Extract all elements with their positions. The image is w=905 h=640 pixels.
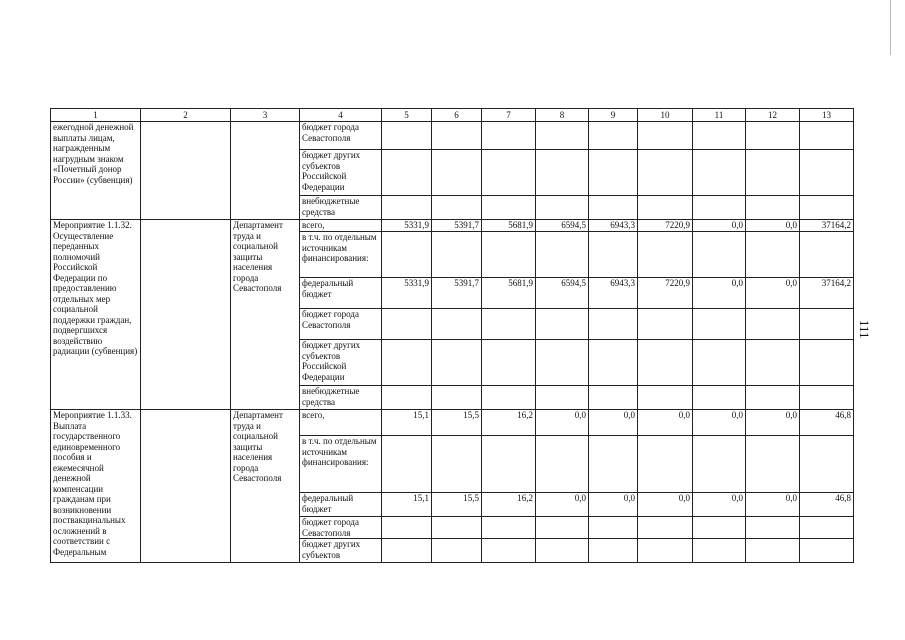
funding-source-cell: всего, — [300, 220, 382, 232]
executor-cell: Департамент труда и социальной защиты населения города Севастополя — [231, 220, 300, 410]
column-header: 12 — [746, 109, 800, 122]
value-cell — [800, 517, 854, 539]
funding-source-cell: бюджет других субъектов — [300, 539, 382, 563]
value-cell — [746, 196, 800, 220]
value-cell: 0,0 — [589, 493, 638, 517]
value-cell — [382, 122, 432, 150]
value-cell — [589, 150, 638, 196]
funding-source-cell: бюджет других субъектов Российской Федерации — [300, 340, 382, 386]
page-number: 111 — [857, 320, 872, 339]
value-cell: 0,0 — [536, 493, 589, 517]
value-cell: 0,0 — [638, 493, 693, 517]
value-cell — [693, 539, 746, 563]
value-cell — [800, 436, 854, 493]
value-cell: 0,0 — [746, 493, 800, 517]
column-header: 3 — [231, 109, 300, 122]
measure-name-cell: Мероприятие 1.1.32. Осуществление переданных полномочий Российской Федерации по предоставлению отдельных мер социальной поддержки граждан, подвергшихся воздействию радиации (субвенция) — [51, 220, 141, 410]
value-cell — [432, 517, 482, 539]
value-cell — [693, 309, 746, 340]
value-cell — [746, 436, 800, 493]
value-cell: 7220,9 — [638, 278, 693, 309]
value-cell — [638, 539, 693, 563]
empty-cell — [141, 410, 231, 563]
value-cell: 37164,2 — [800, 220, 854, 232]
value-cell — [589, 122, 638, 150]
value-cell: 6943,3 — [589, 220, 638, 232]
value-cell — [432, 386, 482, 410]
value-cell: 46,8 — [800, 493, 854, 517]
value-cell — [536, 232, 589, 278]
value-cell — [746, 122, 800, 150]
value-cell — [800, 232, 854, 278]
value-cell — [800, 386, 854, 410]
value-cell — [693, 340, 746, 386]
empty-cell — [141, 220, 231, 410]
value-cell: 5391,7 — [432, 278, 482, 309]
value-cell — [638, 340, 693, 386]
value-cell — [800, 122, 854, 150]
value-cell — [589, 340, 638, 386]
value-cell: 0,0 — [536, 410, 589, 436]
column-header: 9 — [589, 109, 638, 122]
value-cell — [638, 150, 693, 196]
value-cell: 0,0 — [693, 220, 746, 232]
table-row — [51, 410, 854, 436]
funding-source-cell: всего, — [300, 410, 382, 436]
column-header: 1 — [51, 109, 141, 122]
value-cell: 6594,5 — [536, 278, 589, 309]
funding-source-cell: в т.ч. по отдельным источникам финансирования: — [300, 436, 382, 493]
value-cell — [482, 386, 536, 410]
value-cell: 46,8 — [800, 410, 854, 436]
value-cell — [693, 517, 746, 539]
value-cell — [536, 436, 589, 493]
value-cell — [382, 150, 432, 196]
value-cell: 0,0 — [746, 278, 800, 309]
value-cell: 5681,9 — [482, 220, 536, 232]
executor-cell — [231, 122, 300, 220]
value-cell — [589, 309, 638, 340]
value-cell — [382, 539, 432, 563]
value-cell: 0,0 — [746, 410, 800, 436]
value-cell — [746, 340, 800, 386]
value-cell — [589, 386, 638, 410]
value-cell: 15,5 — [432, 493, 482, 517]
column-header: 7 — [482, 109, 536, 122]
value-cell — [432, 340, 482, 386]
column-header: 13 — [800, 109, 854, 122]
value-cell: 15,5 — [432, 410, 482, 436]
value-cell: 5331,9 — [382, 220, 432, 232]
value-cell — [482, 309, 536, 340]
value-cell — [536, 340, 589, 386]
value-cell — [746, 150, 800, 196]
value-cell — [800, 196, 854, 220]
value-cell: 37164,2 — [800, 278, 854, 309]
value-cell — [382, 340, 432, 386]
value-cell — [432, 122, 482, 150]
measure-name-cell: ежегодной денежной выплаты лицам, награжденным нагрудным знаком «Почетный донор России» (субвенция) — [51, 122, 141, 220]
measure-name-cell: Мероприятие 1.1.33. Выплата государственного единовременного пособия и ежемесячной денежной компенсации гражданам при возникновении поствакцинальных осложнений в соответствии с Федеральным — [51, 410, 141, 563]
value-cell — [536, 150, 589, 196]
value-cell: 6594,5 — [536, 220, 589, 232]
value-cell — [382, 517, 432, 539]
value-cell — [589, 517, 638, 539]
column-header: 2 — [141, 109, 231, 122]
funding-source-cell: бюджет города Севастополя — [300, 122, 382, 150]
value-cell — [746, 517, 800, 539]
column-header: 6 — [432, 109, 482, 122]
value-cell — [432, 436, 482, 493]
column-header: 5 — [382, 109, 432, 122]
value-cell: 0,0 — [589, 410, 638, 436]
funding-source-cell: бюджет других субъектов Российской Федерации — [300, 150, 382, 196]
value-cell: 7220,9 — [638, 220, 693, 232]
empty-cell — [141, 122, 231, 220]
value-cell: 0,0 — [693, 410, 746, 436]
value-cell — [638, 386, 693, 410]
value-cell — [482, 539, 536, 563]
value-cell — [693, 386, 746, 410]
value-cell — [536, 517, 589, 539]
value-cell — [589, 196, 638, 220]
value-cell: 5391,7 — [432, 220, 482, 232]
value-cell — [589, 539, 638, 563]
value-cell — [482, 232, 536, 278]
value-cell: 15,1 — [382, 410, 432, 436]
value-cell — [382, 232, 432, 278]
value-cell — [800, 340, 854, 386]
page-edge-line — [890, 0, 891, 55]
value-cell — [589, 436, 638, 493]
table-row — [51, 220, 854, 232]
value-cell — [589, 232, 638, 278]
column-number-row — [51, 109, 854, 122]
value-cell — [432, 150, 482, 196]
value-cell: 6943,3 — [589, 278, 638, 309]
funding-source-cell: бюджет города Севастополя — [300, 309, 382, 340]
value-cell: 16,2 — [482, 493, 536, 517]
value-cell: 0,0 — [638, 410, 693, 436]
value-cell — [800, 539, 854, 563]
value-cell: 16,2 — [482, 410, 536, 436]
funding-source-cell: бюджет города Севастополя — [300, 517, 382, 539]
column-header: 11 — [693, 109, 746, 122]
value-cell — [638, 232, 693, 278]
value-cell — [432, 196, 482, 220]
value-cell — [638, 196, 693, 220]
value-cell — [482, 150, 536, 196]
funding-source-cell: федеральный бюджет — [300, 493, 382, 517]
value-cell: 0,0 — [746, 220, 800, 232]
funding-source-cell: внебюджетные средства — [300, 386, 382, 410]
value-cell: 0,0 — [693, 493, 746, 517]
value-cell — [746, 539, 800, 563]
value-cell — [800, 309, 854, 340]
value-cell — [382, 386, 432, 410]
column-header: 4 — [300, 109, 382, 122]
funding-source-cell: в т.ч. по отдельным источникам финансирования: — [300, 232, 382, 278]
value-cell — [746, 386, 800, 410]
value-cell — [536, 539, 589, 563]
value-cell — [482, 340, 536, 386]
value-cell — [536, 196, 589, 220]
value-cell — [638, 309, 693, 340]
value-cell: 5681,9 — [482, 278, 536, 309]
value-cell — [638, 517, 693, 539]
value-cell — [382, 196, 432, 220]
funding-source-cell: федеральный бюджет — [300, 278, 382, 309]
value-cell — [638, 436, 693, 493]
funding-source-cell: внебюджетные средства — [300, 196, 382, 220]
value-cell — [382, 309, 432, 340]
value-cell — [746, 232, 800, 278]
table-row — [51, 122, 854, 150]
executor-cell: Департамент труда и социальной защиты населения города Севастополя — [231, 410, 300, 563]
value-cell — [482, 436, 536, 493]
value-cell — [693, 196, 746, 220]
value-cell — [432, 309, 482, 340]
column-header: 8 — [536, 109, 589, 122]
column-header: 10 — [638, 109, 693, 122]
value-cell: 15,1 — [382, 493, 432, 517]
value-cell — [482, 517, 536, 539]
value-cell — [536, 386, 589, 410]
value-cell — [536, 122, 589, 150]
value-cell — [693, 150, 746, 196]
value-cell — [382, 436, 432, 493]
value-cell — [693, 436, 746, 493]
value-cell — [432, 539, 482, 563]
value-cell: 5331,9 — [382, 278, 432, 309]
value-cell — [482, 122, 536, 150]
value-cell — [800, 150, 854, 196]
value-cell — [432, 232, 482, 278]
value-cell — [693, 232, 746, 278]
value-cell — [638, 122, 693, 150]
finance-table — [50, 108, 854, 563]
value-cell — [693, 122, 746, 150]
value-cell — [536, 309, 589, 340]
value-cell — [482, 196, 536, 220]
value-cell — [746, 309, 800, 340]
value-cell: 0,0 — [693, 278, 746, 309]
